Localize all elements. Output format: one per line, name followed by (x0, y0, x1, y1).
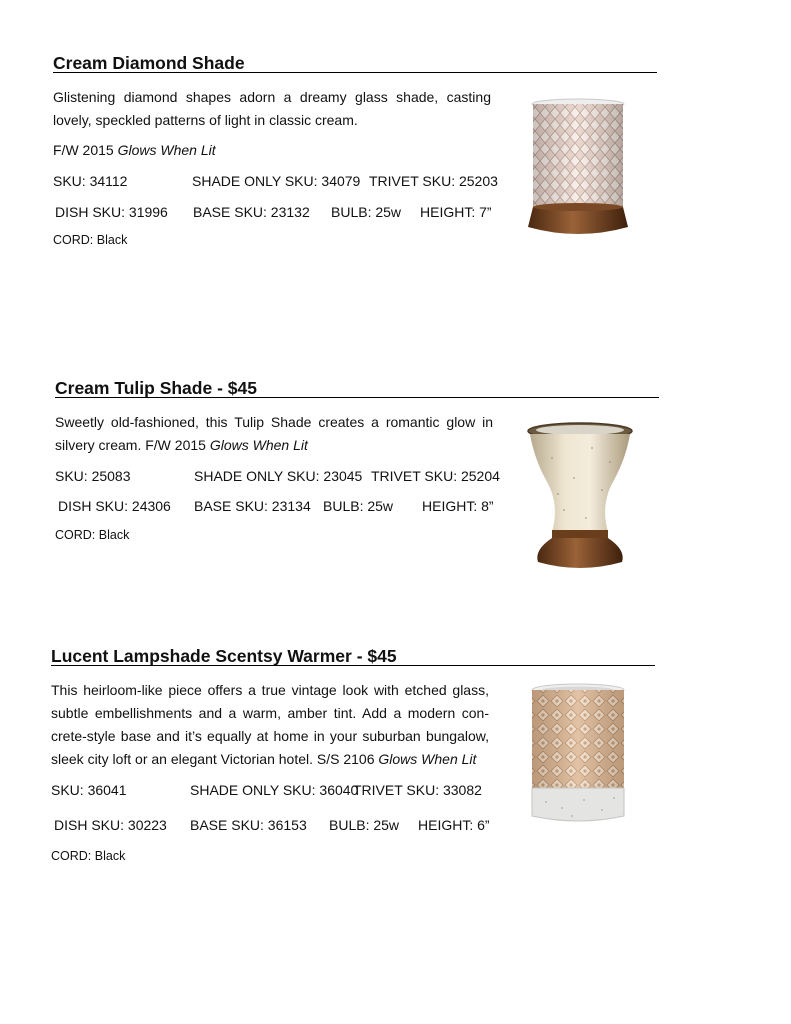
description-text: Glistening diamond shapes adorn a dreamy glass shade, casting lovely, speckled patterns of light in classic cream. (53, 89, 491, 128)
product-description (53, 86, 491, 132)
cord: CORD: Black (53, 233, 128, 247)
cream-tulip-warmer-photo (522, 418, 638, 576)
dish-sku: DISH SKU: 24306 (58, 498, 171, 514)
bulb: BULB: 25w (323, 498, 394, 514)
base-sku: BASE SKU: 36153 (190, 817, 307, 833)
season-text: F/W 2015 (53, 142, 114, 158)
glows-when-lit-text: Glows When Lit (117, 142, 216, 158)
shade-only-sku: SHADE ONLY SKU: 36040 (190, 782, 359, 798)
glows-when-lit-text: Glows When Lit (378, 751, 477, 767)
shade-only-sku: SHADE ONLY SKU: 34079 (192, 173, 361, 189)
description-text: Sweetly old-fashioned, this Tulip Shade creates a romantic glow in silvery cream. F/W 2015 (55, 414, 493, 453)
description-text: This heirloom-like piece offers a true vintage look with etched glass, subtle embellishments and a warm, amber tint. Add a modern con-crete-style base and it’s equally at home in your suburban bungalow, sleek city loft or an elegant Victorian hotel. S/S 2106 (51, 682, 489, 767)
trivet-sku: TRIVET SKU: 25203 (369, 173, 498, 189)
height: HEIGHT: 7” (420, 204, 492, 220)
title-underline (53, 72, 657, 73)
product-title: Cream Diamond Shade (53, 53, 245, 73)
product-description (51, 679, 489, 771)
dish-sku: DISH SKU: 31996 (55, 204, 168, 220)
sku: SKU: 25083 (55, 468, 131, 484)
sku: SKU: 34112 (53, 173, 128, 189)
cream-diamond-warmer-photo (520, 95, 640, 245)
trivet-sku: TRIVET SKU: 33082 (353, 782, 482, 798)
lucent-lampshade-warmer-photo (522, 680, 634, 830)
base-sku: BASE SKU: 23132 (193, 204, 310, 220)
cord: CORD: Black (51, 849, 126, 863)
height: HEIGHT: 8” (422, 498, 494, 514)
height: HEIGHT: 6” (418, 817, 490, 833)
product-title: Lucent Lampshade Scentsy Warmer - $45 (51, 646, 397, 666)
title-underline (55, 397, 659, 398)
glows-when-lit-text: Glows When Lit (209, 437, 308, 453)
season-line (53, 141, 216, 159)
trivet-sku: TRIVET SKU: 25204 (371, 468, 500, 484)
sku: SKU: 36041 (51, 782, 127, 798)
shade-only-sku: SHADE ONLY SKU: 23045 (194, 468, 363, 484)
bulb: BULB: 25w (329, 817, 400, 833)
product-title: Cream Tulip Shade - $45 (55, 378, 257, 398)
bulb: BULB: 25w (331, 204, 402, 220)
base-sku: BASE SKU: 23134 (194, 498, 311, 514)
title-underline (51, 665, 655, 666)
product-description (55, 411, 493, 457)
cord: CORD: Black (55, 528, 130, 542)
dish-sku: DISH SKU: 30223 (54, 817, 167, 833)
